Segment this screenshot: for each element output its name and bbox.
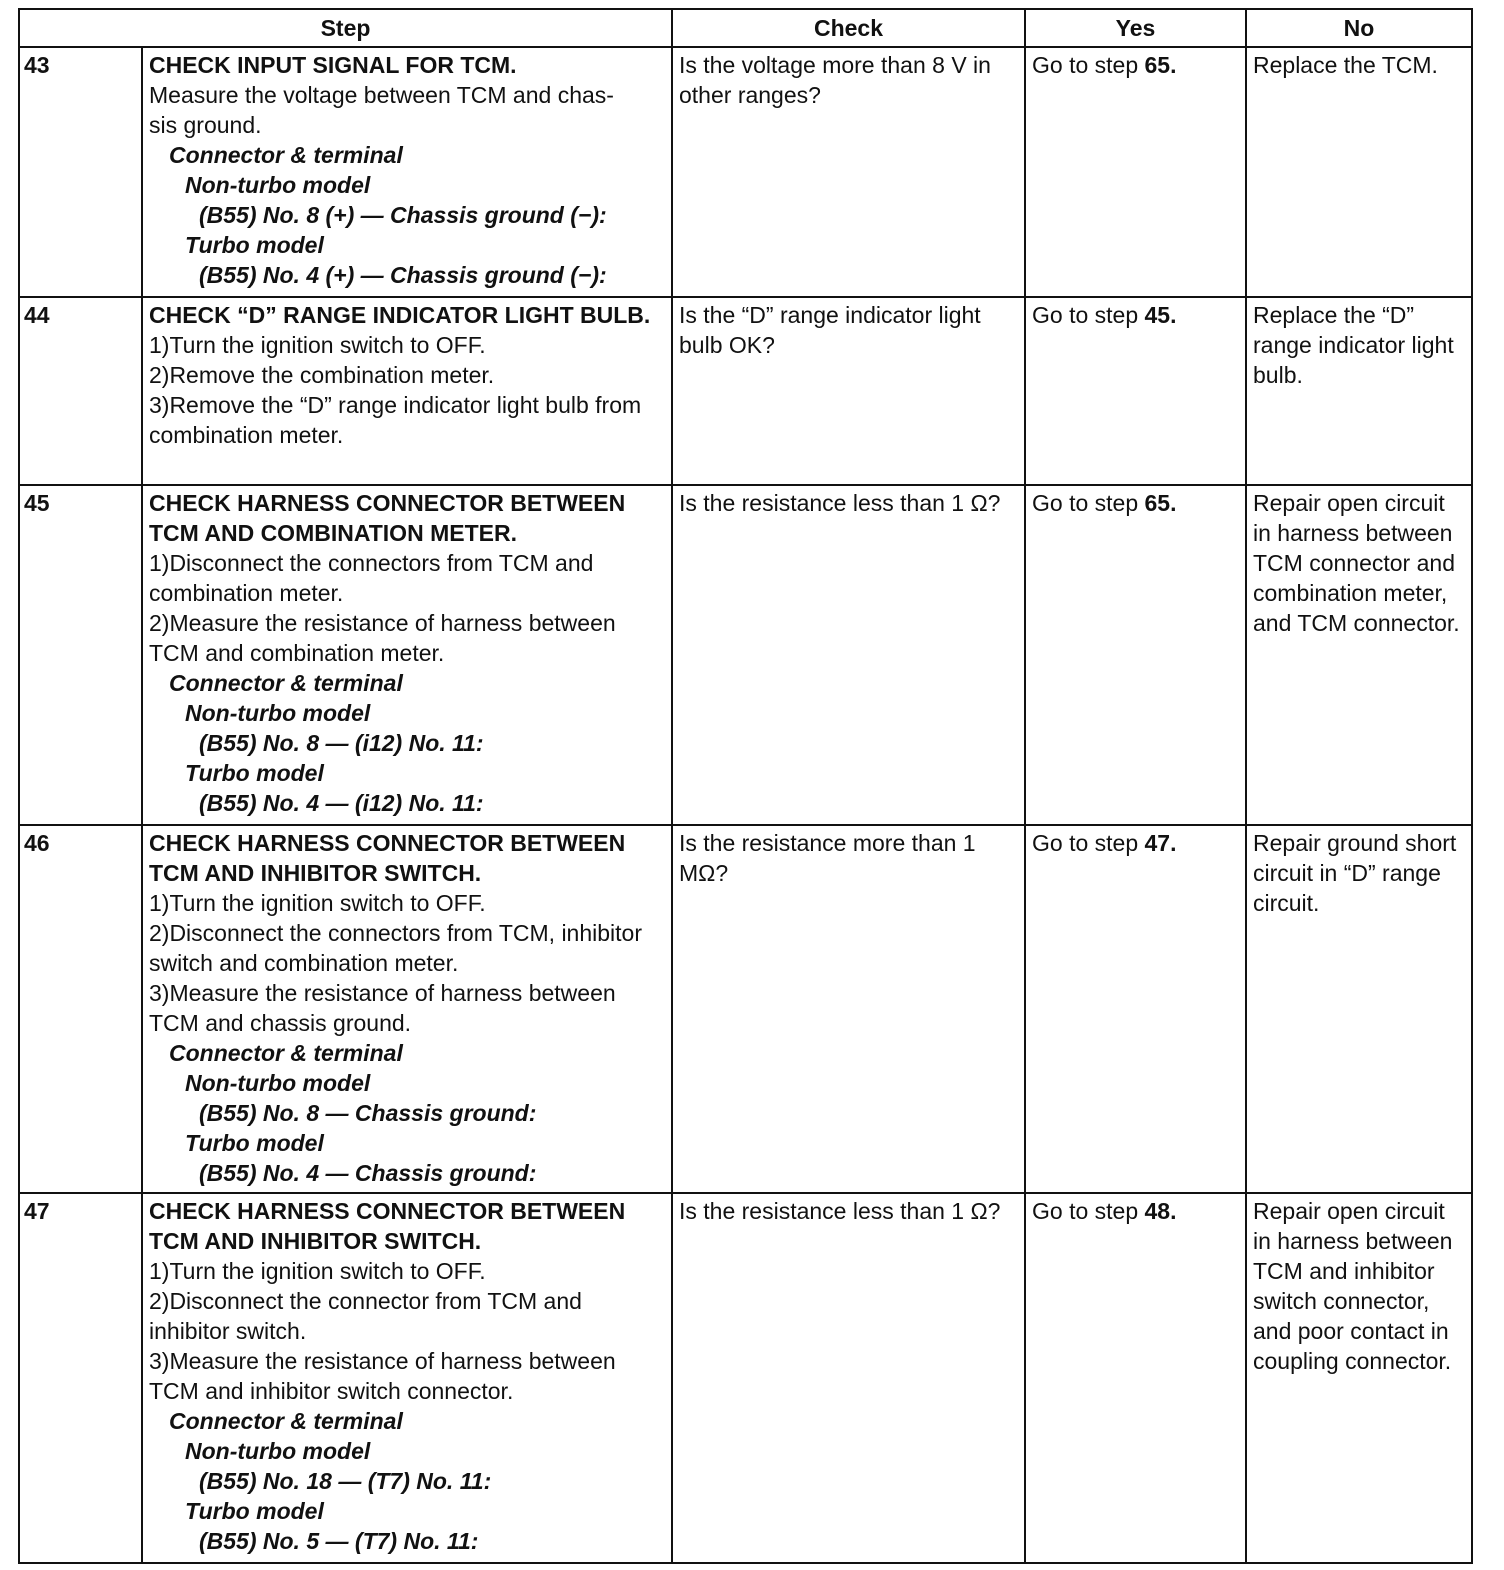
step-number: 47: [19, 1193, 142, 1563]
check-cell: Is the resistance more than 1 MΩ?: [672, 825, 1025, 1193]
table-row: [19, 825, 1472, 1193]
step-title: CHECK HARNESS CONNECTOR BETWEEN TCM AND INHIBITOR SWITCH.: [149, 1198, 626, 1254]
no-cell: Repair open circuit in harness between TCM connector and combination meter, and TCM connector.: [1246, 485, 1472, 825]
turbo-value: (B55) No. 4 — (i12) No. 11:: [199, 790, 484, 816]
yes-cell: [1025, 485, 1246, 825]
check-cell: Is the voltage more than 8 V in other ranges?: [672, 47, 1025, 297]
no-cell: Replace the “D” range indicator light bulb.: [1246, 297, 1472, 485]
non-turbo-value: (B55) No. 8 — Chassis ground:: [199, 1100, 537, 1126]
no-cell: Repair ground short circuit in “D” range circuit.: [1246, 825, 1472, 1193]
header-check: Check: [672, 9, 1025, 47]
non-turbo-label: Non-turbo model: [185, 700, 371, 726]
step-line: 2)Measure the resistance of harness between TCM and combination meter.: [149, 610, 616, 666]
yes-prefix: Go to step: [1032, 52, 1145, 78]
turbo-label: Turbo model: [185, 1498, 324, 1524]
step-description: [142, 485, 672, 825]
step-number: 45: [19, 485, 142, 825]
step-number: 43: [19, 47, 142, 297]
step-number: 44: [19, 297, 142, 485]
check-cell: Is the resistance less than 1 Ω?: [672, 485, 1025, 825]
check-cell: Is the resistance less than 1 Ω?: [672, 1193, 1025, 1563]
non-turbo-label: Non-turbo model: [185, 1070, 371, 1096]
yes-step-ref: 45.: [1144, 302, 1177, 328]
step-number: 46: [19, 825, 142, 1193]
yes-step-ref: 65.: [1144, 52, 1177, 78]
yes-prefix: Go to step: [1032, 830, 1145, 856]
no-cell: Replace the TCM.: [1246, 47, 1472, 297]
yes-prefix: Go to step: [1032, 490, 1145, 516]
no-cell: Repair open circuit in harness between TCM and inhibitor switch connector, and poor contact in coupling connector.: [1246, 1193, 1472, 1563]
non-turbo-value: (B55) No. 8 (+) — Chassis ground (−):: [199, 202, 607, 228]
step-title: CHECK HARNESS CONNECTOR BETWEEN TCM AND INHIBITOR SWITCH.: [149, 830, 626, 886]
step-description: [142, 1193, 672, 1563]
yes-step-ref: 65.: [1144, 490, 1177, 516]
table-row: [19, 47, 1472, 297]
turbo-value: (B55) No. 4 — Chassis ground:: [199, 1160, 537, 1186]
step-line: Measure the voltage between TCM and chas-: [149, 82, 614, 108]
non-turbo-value: (B55) No. 8 — (i12) No. 11:: [199, 730, 484, 756]
turbo-label: Turbo model: [185, 760, 324, 786]
yes-prefix: Go to step: [1032, 302, 1145, 328]
yes-cell: [1025, 1193, 1246, 1563]
connector-heading: Connector & terminal: [169, 1040, 403, 1066]
header-no: No: [1246, 9, 1472, 47]
yes-cell: [1025, 825, 1246, 1193]
table-row: [19, 297, 1472, 485]
step-line: 1)Turn the ignition switch to OFF.: [149, 890, 486, 916]
connector-heading: Connector & terminal: [169, 1408, 403, 1434]
check-cell: Is the “D” range indicator light bulb OK?: [672, 297, 1025, 485]
connector-heading: Connector & terminal: [169, 142, 403, 168]
step-description: [142, 297, 672, 485]
non-turbo-label: Non-turbo model: [185, 172, 371, 198]
step-line: 1)Turn the ignition switch to OFF.: [149, 332, 486, 358]
table-row: [19, 1193, 1472, 1563]
step-line: 2)Remove the combination meter.: [149, 362, 495, 388]
yes-prefix: Go to step: [1032, 1198, 1145, 1224]
step-line: 2)Disconnect the connector from TCM and inhibitor switch.: [149, 1288, 582, 1344]
step-title: CHECK HARNESS CONNECTOR BETWEEN TCM AND COMBINATION METER.: [149, 490, 626, 546]
step-line: 2)Disconnect the connectors from TCM, inhibitor switch and combination meter.: [149, 920, 642, 976]
non-turbo-label: Non-turbo model: [185, 1438, 371, 1464]
step-line: 1)Turn the ignition switch to OFF.: [149, 1258, 486, 1284]
turbo-label: Turbo model: [185, 232, 324, 258]
diagnostic-table: [18, 8, 1473, 1564]
step-line: 3)Measure the resistance of harness between TCM and inhibitor switch connector.: [149, 1348, 616, 1404]
table-row: [19, 485, 1472, 825]
header-yes: Yes: [1025, 9, 1246, 47]
step-title: CHECK “D” RANGE INDICATOR LIGHT BULB.: [149, 302, 651, 328]
step-description: [142, 47, 672, 297]
step-line: 3)Measure the resistance of harness between TCM and chassis ground.: [149, 980, 616, 1036]
step-line: 3)Remove the “D” range indicator light bulb from combination meter.: [149, 392, 642, 448]
step-line: 1)Disconnect the connectors from TCM and combination meter.: [149, 550, 594, 606]
header-step: Step: [19, 9, 672, 47]
yes-cell: [1025, 297, 1246, 485]
turbo-value: (B55) No. 5 — (T7) No. 11:: [199, 1528, 479, 1554]
turbo-value: (B55) No. 4 (+) — Chassis ground (−):: [199, 262, 607, 288]
turbo-label: Turbo model: [185, 1130, 324, 1156]
yes-step-ref: 47.: [1144, 830, 1177, 856]
yes-cell: [1025, 47, 1246, 297]
non-turbo-value: (B55) No. 18 — (T7) No. 11:: [199, 1468, 492, 1494]
step-line: sis ground.: [149, 112, 262, 138]
step-title: CHECK INPUT SIGNAL FOR TCM.: [149, 52, 517, 78]
step-description: [142, 825, 672, 1193]
yes-step-ref: 48.: [1144, 1198, 1177, 1224]
connector-heading: Connector & terminal: [169, 670, 403, 696]
table-header-row: [19, 9, 1472, 47]
